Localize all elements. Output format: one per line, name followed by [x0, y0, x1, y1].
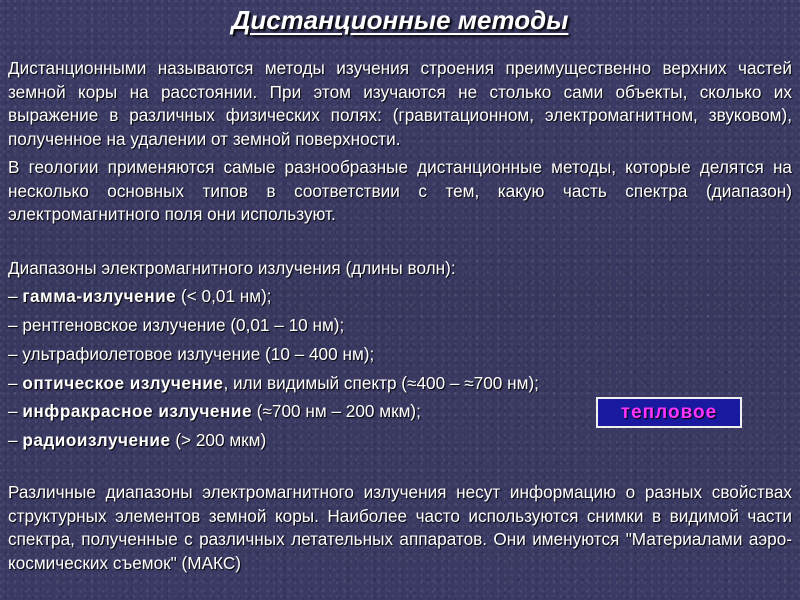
range-dash: – — [8, 401, 23, 421]
range-dash: – — [8, 373, 23, 393]
thermal-badge: тепловое — [596, 397, 742, 428]
range-text: ультрафиолетовое излучение (10 – 400 нм); — [22, 344, 375, 364]
range-text: (< 0,01 нм); — [176, 286, 272, 306]
range-item-gamma — [8, 285, 272, 309]
range-text: рентгеновское излучение (0,01 – 10 нм); — [22, 315, 345, 335]
range-item-optical — [8, 372, 539, 396]
ranges-heading: Диапазоны электромагнитного излучения (длины волн): — [8, 258, 456, 278]
range-term: радиоизлучение — [22, 430, 171, 450]
conclusion-paragraph: Различные диапазоны электромагнитного излучения несут информацию о разных свойствах структурных элементов земной коры. Наиболее часто используются снимки в видимой части спектра, полученные с различных летательных аппаратов. Они именуются "Материалами аэро-космических съемок" (МАКС) — [8, 482, 792, 573]
range-item-xray — [8, 314, 344, 338]
range-dash: – — [8, 315, 23, 335]
range-item-radio — [8, 429, 266, 453]
range-term: инфракрасное излучение — [22, 401, 252, 421]
range-item-ultraviolet — [8, 343, 374, 367]
range-text: , или видимый спектр (≈400 – ≈700 нм); — [223, 373, 539, 393]
range-term: гамма-излучение — [22, 286, 177, 306]
range-dash: – — [8, 344, 23, 364]
geology-paragraph: В геологии применяются самые разнообразные дистанционные методы, которые делятся на несколько основных типов в соответствии с тем, какую часть спектра (диапазон) электромагнитного поля они используют. — [8, 157, 792, 224]
intro-paragraph: Дистанционными называются методы изучения строения преимущественно верхних частей земной коры на расстоянии. При этом изучаются не столько сами объекты, сколько их выражение в различных физических полях: (гравитационном, электромагнитном, звуковом), полученное на удалении от земной поверхности. — [8, 58, 792, 149]
range-item-infrared — [8, 400, 421, 424]
slide-title: Дистанционные методы — [231, 5, 569, 35]
range-term: оптическое излучение — [22, 373, 224, 393]
range-dash: – — [8, 286, 23, 306]
range-text: (≈700 нм – 200 мкм); — [252, 401, 421, 421]
range-dash: – — [8, 430, 23, 450]
range-text: (> 200 мкм) — [170, 430, 267, 450]
